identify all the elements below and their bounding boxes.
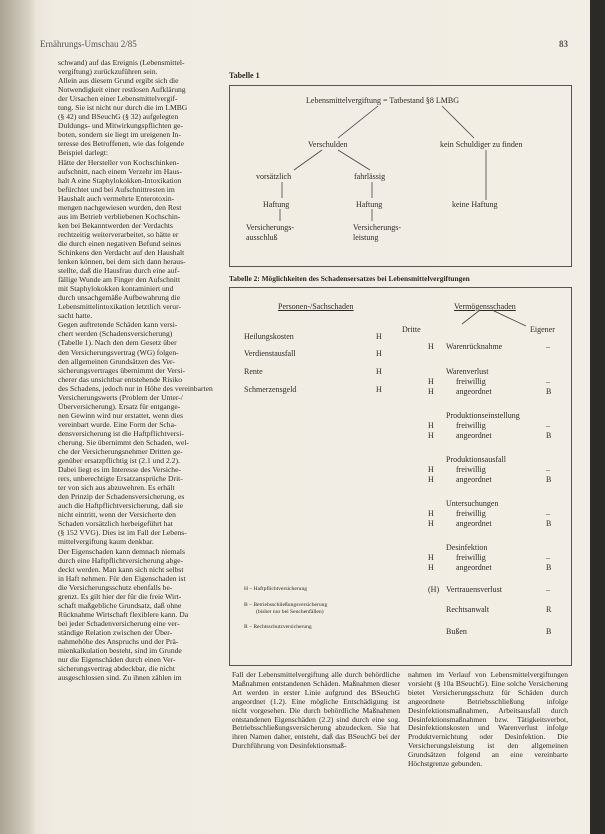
right-row-code: H [428,553,434,562]
text-line: Rücknahme Wirtschaft flexiblere kann. Da [58,609,189,619]
text-line: der Ursachen einer Lebensmittelvergif- [58,94,178,104]
right-row-label: Produktionseinstellung [446,411,520,420]
right-row-value: B [546,475,552,484]
left-row-label: Heilungskosten [244,332,294,341]
text-line: Haushalt auch vermehrte Enterotoxin- [58,193,175,203]
right-row-value: B [546,563,552,572]
text-line: mienkalkulation besteht, sind im Grunde [58,646,182,656]
text-line: nen Gewinn wird nur erstattet, wenn dies [58,410,184,420]
table1-diagram [229,85,572,267]
running-header: Ernährungs-Umschau 2/85 [40,39,137,49]
root-node: Lebensmittelvergiftung = Tatbestand §8 LMBG [306,96,459,105]
text-line: (§ 42) und BSeuchG (§ 32) aufgelegten [58,112,179,122]
text-line: sicherungsvertrages übernimmt der Versi- [58,365,186,375]
text-line: vergiftung) zurückzuführen sein. [58,67,158,77]
right-row-label: angeordnet [456,563,492,572]
node-verschulden: Verschulden [308,140,348,149]
right-row-value: – [546,377,550,386]
text-line: schwand) auf das Ereignis (Lebensmittel- [58,58,185,67]
right-row-label: angeordnet [456,387,492,396]
legend-b-note: (bisher nur bei Seuchenfällen) [256,609,324,615]
bottom-text-column-2 [408,671,568,769]
text-line: den Prinzip der Schadensversicherung, es [58,492,185,502]
table2-title: Tabelle 2: Möglichkeiten des Schadensersatzes bei Lebensmittelvergiftungen [229,274,470,283]
text-line: nahmehöhe des Anspruchs und der Prä- [58,637,179,646]
label-dritte: Dritte [402,325,421,334]
page-number: 83 [559,39,568,49]
table2-right-heading: Vermögensschaden [454,302,516,311]
right-row-label: Warenverlust [446,367,489,376]
text-line: des Schadens, jedoch nur in Höhe des vereinbarten [58,383,213,393]
node-keine-haftung: keine Haftung [452,200,498,209]
right-row-value: – [546,553,550,562]
text-line: sicherungsvertrag abdeckbar, die nicht [58,664,175,674]
text-line: che der Versicherungsnehmer Dritten ge- [58,447,183,457]
text-line: Schaden vorsätzlich herbeigeführt hat [58,519,173,529]
right-row-label: Vertrauensverlust [446,585,502,594]
right-row-label: freiwillig [456,465,486,474]
right-row-value: – [546,342,550,351]
right-row-value: B [546,431,552,440]
right-row-code: H [428,421,434,430]
node-versicherungsausschluss-a: Versicherungs- [246,223,294,232]
right-row-label: freiwillig [456,377,486,386]
text-line: in Haft nehmen. Für den Eigenschaden ist [58,573,186,583]
text-line: mengen nachgewiesen wurden, den Rest [58,202,182,212]
right-row-value: B [546,519,552,528]
text-line: (Tabelle 1). Nach den dem Gesetz über [58,338,177,348]
right-row-code: H [428,377,434,386]
right-row-label: freiwillig [456,509,486,518]
left-row-label: Schmerzensgeld [244,385,297,394]
text-line: sacht hatte. [58,311,93,321]
left-row-code: H [376,349,382,358]
right-row-value: – [546,421,550,430]
text-line: Beispiel darlegt: [58,148,108,158]
text-line: rechtzeitig weiterverarbeitet, so hätte er [58,229,179,239]
right-row-value: – [546,465,550,474]
table2-left-heading: Personen-/Sachschaden [278,302,354,311]
left-row-code: H [376,385,382,394]
right-row-label: angeordnet [456,475,492,484]
legend-h: H – Haftpflichtversicherung [244,586,308,592]
node-fahrlaessig: fahrlässig [354,172,386,181]
label-eigener: Eigener [530,325,555,334]
right-row-label: Untersuchungen [446,499,499,508]
right-row-value: B [546,627,552,636]
right-row-label: Warenrücknahme [446,342,503,351]
text-line: cherer das unsichtbar entstehende Risiko [58,374,182,384]
text-line: boten, sondern sie liegt im ureigenen In- [58,130,181,140]
text-line: densversicherung ist die Haftpflichtversi- [58,428,184,438]
right-row-label: freiwillig [456,421,486,430]
text-line: Dabei liegt es im Interesse des Versiche- [58,465,182,475]
node-vorsaetzlich: vorsätzlich [256,172,292,181]
text-line: ter von sich aus abzuwehren. Es erhält [58,483,175,493]
text-line: nicht eintritt, wenn der Versicherte den [58,510,176,520]
node-versicherungsleistung-b: leistung [353,233,379,242]
text-line: Hätte der Hersteller von Kochschinken- [58,157,180,167]
text-line: lenken können, bei dem sich dann heraus- [58,257,186,267]
right-row-code: H [428,519,434,528]
text-line: nur die Eigenschäden durch einen Ver- [58,655,176,665]
text-line: die Versicherungsschutz ebenfalls be- [58,582,173,592]
text-line: Duldungs- und Mitwirkungspflichten ge- [58,121,184,131]
node-kein-schuldiger: kein Schuldiger zu finden [440,140,523,149]
right-row-code: H [428,342,434,351]
text-line: bei jeder Schadenversicherung eine ver- [58,618,180,628]
left-row-code: H [376,367,382,376]
bottom-paragraph-2: nahmen im Verlauf von Lebensmittelvergiftungen vorsieht (§ 10a BSeuchG). Eine solche Versicherung bietet Versicherungsschutz für Schäden durch angeordnete Betriebsschließung infolge Desinfektionsmaßnahmen, Arbeitsausfall durch Desinfektionsmaßnahmen bzw. Tätigkeitsverbot, Desinfektionskosten und Warenverlust infolge Produktvernichtung oder Desinfektion. Die Versicherungsleistung ist den allgemeinen Grundsätzen folgend an eine vereinbarte Höchstgrenze gebunden. [408,670,568,769]
right-row-code: H [428,465,434,474]
text-line: mit Staphylokokken kontaminiert und [58,284,174,294]
left-row-label: Verdienstausfall [244,349,296,358]
right-row-code: H [428,475,434,484]
text-line: rers, unberechtigte Ersatzansprüche Drit- [58,474,183,484]
text-line: durch eine Haftpflichtversicherung abge- [58,555,184,565]
text-line: deckt werden. Man kann sich nicht selbst [58,564,184,574]
text-line: den Versicherungsvertrag (WG) folgen- [58,347,179,357]
left-text-column [58,58,222,682]
text-line: tung. Sie ist nicht nur durch die im LMBG [58,103,188,113]
text-line: stellte, daß die Hausfrau durch eine auf- [58,266,180,276]
legend-r: R – Rechtsschutzversicherung [244,624,312,630]
text-line: den allgemeinen Grundsätzen des Ver- [58,356,175,366]
text-line: fällige Wunde am Finger den Aufschnitt [58,275,181,285]
right-row-code: H [428,431,434,440]
text-line: cherung. Sie übernimmt den Schaden, wel- [58,437,189,447]
text-line: aus im Betrieb verbliebenen Kochschin- [58,211,181,221]
text-line: ständige Relation zwischen der Über- [58,627,173,637]
text-line: Lebensmittelintoxikation letztlich verur- [58,302,181,312]
text-line: halt A eine Staphylokokken-Intoxikation [58,175,182,185]
bottom-paragraph-1: Fall der Lebensmittelvergiftung alle durch behördliche Maßnahmen entstandenen Schäden. Maßnahmen dieser Art werden in erster Linie aufgrund des BSeuchG angeordnet (1.2). Eine mögliche Entschädigung ist nicht vorgesehen. Die durch behördliche Maßnahmen entstandenen Eigenschäden (2.2) sind durch eine sog. Betriebsschließungsversicherung abzudecken. Sie hat ihren Namen daher, entsteht, daß das BSeuchG bei der Durchführung von Desinfektionsmaß- [232,670,400,751]
left-row-label: Rente [244,367,263,376]
text-line: Versicherungswerts (Problem der Unter-/ [58,392,183,402]
text-line: die durch einen negativen Befund seines [58,238,181,248]
text-line: vereinbart wurde. Eine Form der Scha- [58,419,177,429]
text-line: auch die Haftpflichtversicherung, daß sie [58,501,184,511]
text-line: teresse des Betroffenen, wie das folgende [58,139,184,149]
bottom-text-column-1 [232,671,400,751]
left-row-code: H [376,332,382,341]
text-line: genüber ersatzpflichtig ist (2.1 und 2.2). [58,456,180,466]
text-line: Allein aus diesem Grund ergibt sich die [58,76,179,86]
text-line: chert werden (Schadensversicherung) [58,329,173,339]
text-line: schaft maßgebliche Grundsatz, daß ohne [58,600,182,610]
right-row-value: R [546,605,552,614]
node-versicherungsleistung-a: Versicherungs- [353,223,401,232]
node-haftung-2: Haftung [356,200,383,209]
right-row-label: angeordnet [456,519,492,528]
table2 [229,287,572,666]
text-line: befürchtet und bei Aufschnittresten im [58,184,175,194]
right-row-label: angeordnet [456,431,492,440]
table1-label: Tabelle 1 [229,71,260,80]
right-row-value: – [546,585,550,594]
text-line: Gegen auftretende Schäden kann versi- [58,320,178,330]
node-versicherungsausschluss-b: ausschluß [246,233,278,242]
book-gutter-shadow [0,0,36,834]
text-line: (§ 152 VVG). Dies ist im Fall der Lebens- [58,528,187,538]
right-row-label: Desinfektion [446,543,488,552]
text-line: grenzt. Es gilt hier der für die freie Wirt- [58,591,182,601]
node-haftung-1: Haftung [263,200,290,209]
right-row-code: H [428,509,434,518]
right-row-value: – [546,509,550,518]
right-row-label: freiwillig [456,553,486,562]
text-line: mittelvergiftung kaum denkbar. [58,537,154,547]
right-row-label: Rechtsanwalt [446,605,490,614]
right-row-code: H [428,387,434,396]
text-line: aufschnitt, nach einem Verzehr im Haus- [58,166,182,176]
right-row-code: H [428,563,434,572]
right-row-code: (H) [428,585,440,594]
text-line: durch unsachgemäße Aufbewahrung die [58,293,181,303]
right-row-value: B [546,387,552,396]
right-row-label: Produktionsausfall [446,455,506,464]
text-line: Schinkens den Verdacht auf den Haushalt [58,247,185,257]
text-line: Notwendigkeit einer restlosen Aufklärung [58,85,186,95]
text-line: Der Eigenschaden kann demnach niemals [58,546,185,556]
legend-b: B – Betriebsschließungsversicherung [244,602,328,608]
text-line: Überversicherung). Ersatz für entgange- [58,401,181,411]
text-line: ausgeschlossen sind. Zu ihnen zählen im [58,673,182,683]
text-line: ken bei Bekanntwerden der Verdachts [58,220,173,230]
right-row-label: Bußen [446,627,467,636]
